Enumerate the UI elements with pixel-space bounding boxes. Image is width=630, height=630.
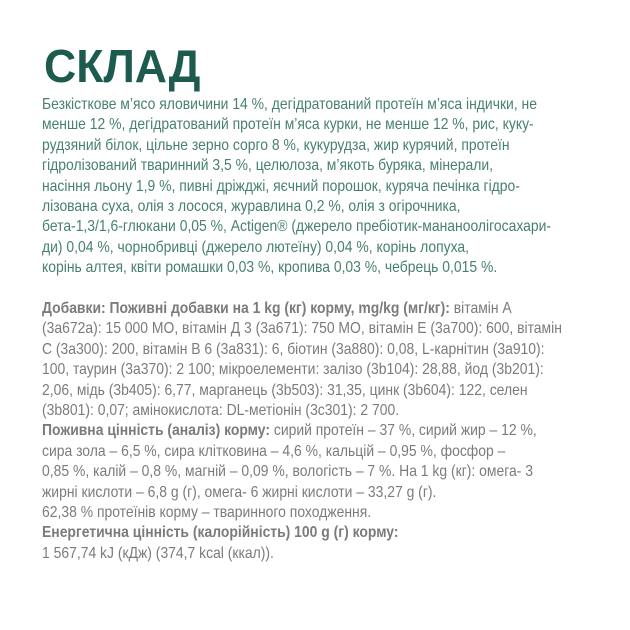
- details-line: [42, 360, 562, 380]
- composition-line: лізована суха, олія з лосося, журавлина 0,2 %, олія з огірочника,: [42, 198, 461, 216]
- composition-line: гідролізований тваринний 3,5 %, целюлоза, м’якоть буряка, мінерали,: [42, 157, 493, 175]
- composition-line: рудзяний білок, цільне зерно сорго 8 %, кукурудза, жир курячий, протеїн: [42, 136, 510, 154]
- details-line: [42, 421, 562, 441]
- details-line-text: сирий протеїн – 37 %, сирий жир – 12 %,: [269, 422, 537, 440]
- details-line-heading: Поживна цінність (аналіз) корму:: [42, 422, 270, 440]
- details-line-text: 62,38 % протеїнів корму – тваринного походження.: [42, 504, 372, 522]
- details-line: [42, 340, 562, 360]
- composition-line: бета-1,3/1,6-глюкани 0,05 %, Actigen® (джерело пребіотик-мананоолігосахари-: [42, 218, 552, 236]
- details-line-text: С (3а300): 200, вітамін В 6 (3а831): 6, біотин (3а880): 0,08, L-карнітин (3а910):: [42, 340, 545, 358]
- details-line-text: (3а672а): 15 000 МО, вітамін Д 3 (3а671): 750 МО, вітамін Е (3а700): 600, вітамін: [42, 320, 562, 338]
- details-line: [42, 544, 562, 564]
- details-line-heading: Добавки: Поживні добавки на 1 kg (кг) корму, mg/kg (мг/кг):: [42, 300, 450, 317]
- details-line: [42, 299, 562, 319]
- details-line-text: 0,85 %, калій – 0,8 %, магній – 0,09 %, вологість – 7 %. На 1 kg (кг): омега- 3: [42, 463, 533, 481]
- details-line-text: вітамін А: [449, 300, 512, 317]
- details-line: [42, 523, 562, 543]
- details-line-text: 1 567,74 kJ (кДж) (374,7 kcal (ккал)).: [42, 544, 274, 562]
- composition-line: менше 12 %, дегідратований протеїн м’яса курки, не менше 12 %, рис, куку-: [42, 116, 534, 134]
- composition-line: Безкісткове м’ясо яловичини 14 %, дегідратований протеїн м’яса індички, не: [42, 96, 537, 113]
- nutrition-details-block: [42, 299, 562, 564]
- composition-line: ди) 0,04 %, чорнобривці (джерело лютеїну) 0,04 %, корінь лопуха,: [42, 238, 470, 256]
- details-line: [42, 483, 562, 503]
- details-line-heading: Енергетична цінність (калорійність) 100 g (г) корму:: [42, 524, 399, 542]
- details-line-text: 100, таурин (3а370): 2 100; мікроелементи: залізо (3b104): 28,88, йод (3b201):: [42, 361, 544, 379]
- details-line-text: сира зола – 6,5 %, сира клітковина – 4,6 %, кальцій – 0,95 %, фосфор –: [42, 442, 506, 460]
- details-line: [42, 442, 562, 462]
- details-line-text: (3b801): 0,07; амінокислота: DL-метіонін (3с301): 2 700.: [42, 402, 400, 420]
- details-line: [42, 401, 562, 421]
- details-line-text: жирні кислоти – 6,8 g (г), омега- 6 жирні кислоти – 33,27 g (г).: [42, 483, 437, 501]
- details-line: [42, 319, 562, 339]
- details-line-text: 2,06, мідь (3b405): 6,77, марганець (3b503): 31,35, цинк (3b604): 122, селен: [42, 381, 528, 399]
- details-line: [42, 381, 562, 401]
- composition-line: насіння льону 1,9 %, пивні дріжджі, яєчний порошок, куряча печінка гідро-: [42, 177, 520, 195]
- details-line: [42, 462, 562, 482]
- section-title: СКЛАД: [44, 40, 201, 92]
- composition-line: корінь алтея, квіти ромашки 0,03 %, кропива 0,03 %, чебрець 0,015 %.: [42, 259, 498, 277]
- composition-paragraph: [42, 95, 551, 279]
- details-line: [42, 503, 562, 523]
